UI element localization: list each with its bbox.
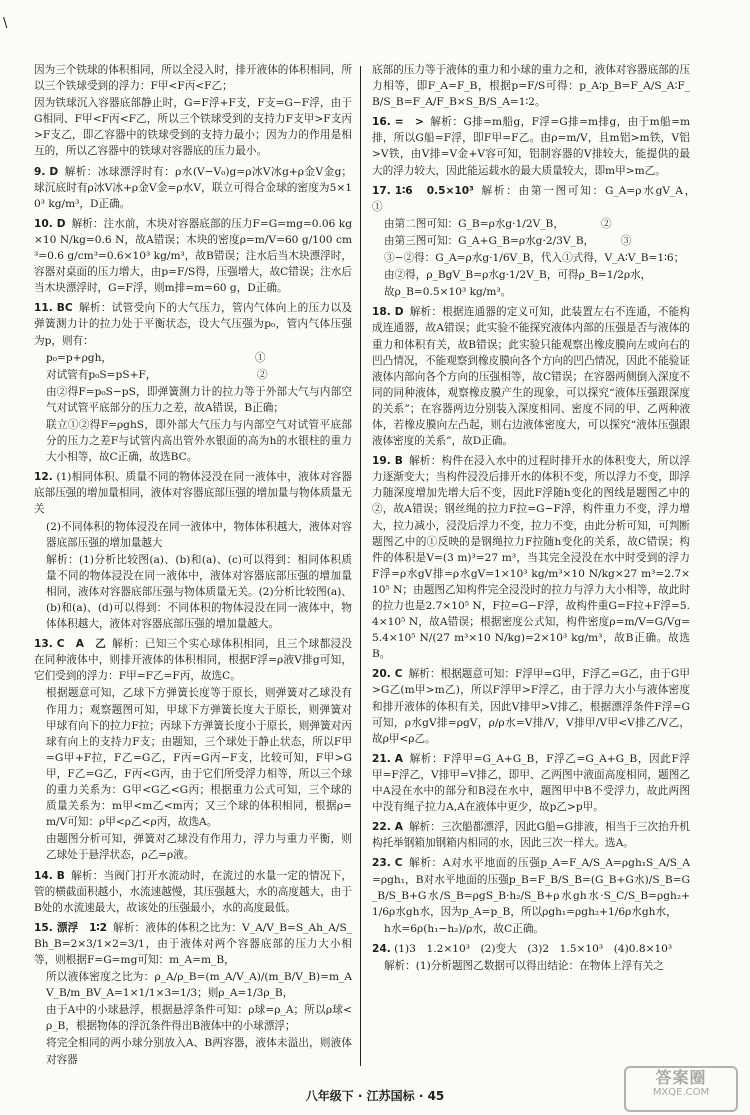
answer-line — [34, 552, 352, 632]
answer-choice: C — [394, 668, 403, 681]
question-number: 12. — [34, 471, 53, 484]
answer-text: h水=6ρ(h₁−h₂)/ρ水，故C正确。 — [384, 922, 545, 935]
answer-line — [34, 350, 352, 366]
answer-line — [372, 114, 690, 178]
answer-line — [372, 183, 733, 215]
answer-choice: B — [394, 455, 403, 468]
question-number: 11. — [34, 302, 53, 315]
answer-text: 由第二图可知：G_B=ρ水g·1/2V_B， ② — [384, 217, 612, 230]
answer-text: 将完全相同的两小球分别放入A、B两容器，液体未溢出，则液体对容器 — [46, 1037, 352, 1066]
answer-text: 解析：已知三个实心球体积相同，且三个球都浸没在同种液体中，则排开液体的体积相同，根据F浮=ρ液V排g可知，它们受到的浮力：F甲=F乙=F丙，故选C。 — [34, 638, 352, 683]
answer-line — [34, 62, 352, 94]
question-number: 9. — [34, 165, 46, 178]
question-number: 24. — [372, 942, 391, 955]
answer-choice: D — [394, 306, 404, 319]
answer-text: 解析：根据题意可知：F浮甲=G甲，F浮乙=G乙，由于G甲>G乙(m甲>m乙)，所以F浮甲>F浮乙，由于浮力大小与液体密度和排开液体的体积有关，因此V排甲>V排乙，根据漂浮条件F浮=G可知，ρ水gV排=ρgV，ρ/ρ水=V排/V，V排甲/V甲<V排乙/V乙，故ρ甲<ρ乙。 — [372, 668, 690, 745]
answer-line — [372, 819, 690, 851]
answer-text: 联立①②得F=ρghS，即外部大气压力与内部空气对试管平底部分的压力之差F与试管内高出管外水银面的高为h的水银柱的重力大小相等，故C正确，故选BC。 — [46, 418, 352, 464]
answer-entry — [34, 300, 352, 465]
answer-line — [372, 666, 690, 746]
page-footer: 八年级下 · 江苏国标 · 45 — [305, 1089, 445, 1103]
question-number: 15. — [34, 921, 53, 934]
right-column — [372, 62, 733, 978]
answer-line — [372, 941, 690, 957]
answer-entry — [34, 868, 352, 916]
answer-line — [372, 751, 690, 815]
left-column — [34, 62, 352, 1072]
answer-line — [34, 384, 352, 416]
question-number: 18. — [372, 306, 391, 319]
answer-line — [34, 95, 352, 159]
answer-entry — [34, 920, 352, 1068]
answer-line — [34, 469, 352, 517]
answer-text: 解析：构件在浸入水中的过程时排开水的体积变大，所以浮力逐渐变大；当构件浸没后排开水的体积不变，所以浮力不变，即浮力随深度增加先增大后不变，因此F浮随h变化的图线是题图乙中的②，故A错误；钢丝绳的拉力F拉=G−F浮，构件重力不变，浮力增大，拉力减小，浸没后浮力不变，拉力不变，由此分析可知，可判断题图乙中的①反映的是钢绳拉力F拉随h变化的关系，故C错误；构件的体积是V=(3 m)³=27 m³，当其完全浸没在水中时受到的浮力F浮=ρ水gV排=ρ水gV=1×10³ kg/m³×10 N/kg×27 m³=2.7×10⁵ N；由题图乙知构件完全浸没时的拉力与浮力大小相等，故此时的拉力也是2.7×10⁵ N，F拉=G−F浮，故构件重G=F拉+F浮=5.4×10⁵ N，故A错误；根据密度公式知，构件密度ρ=m/V=G/Vg=5.4×10⁵ N/(27 m³×10 N/kg)=2×10³ kg/m³，故B正确。故选B。 — [372, 455, 690, 661]
answer-line — [34, 1002, 352, 1034]
column-divider — [360, 66, 361, 1066]
answer-text: 解析：三次船都漂浮，因此G船=G排液，相当于三次抬升机构托举钢箱加钢箱内相同的水，因此三次一样大。选A。 — [372, 821, 690, 850]
answer-choice: D — [56, 217, 66, 230]
answer-text: 由题图分析可知，弹簧对乙球没有作用力，浮力与重力平衡，则乙球处于悬浮状态，ρ乙=ρ液。 — [46, 833, 352, 862]
question-number: 19. — [372, 455, 391, 468]
answer-entry — [372, 304, 690, 449]
answer-entry — [372, 751, 690, 815]
answer-line — [34, 417, 352, 465]
answer-entry — [372, 819, 690, 851]
answer-entry — [34, 469, 352, 632]
answer-choice: 1∶6 0.5×10³ — [394, 184, 474, 197]
answer-text: 解析：注水前，木块对容器底部的压力F=G=mg=0.06 kg×10 N/kg=0.6 N，故A错误；木块的密度ρ=m/V=60 g/100 cm³=0.6 g/cm³=0.6×10³ kg/m³，故B错误；注水后当木块漂浮时，容器对桌面的压力增大，由p=F/S得，压强增大，故C错误；注水后当木块漂浮时，G=F浮，则m排=m=60 g，D正确。 — [34, 217, 352, 295]
question-number: 13. — [34, 638, 53, 651]
answer-choice: B — [56, 869, 65, 882]
answer-text: 解析：液体的体积之比为：V_A/V_B=S_Ah_A/S_Bh_B=2×3/1×2=3/1，由于液体对两个容器底部的压力大小相等，则根据F=G=mg可知：m_A=m_B， — [34, 921, 353, 966]
answer-text: 底部的压力等于液体的重力和小球的重力之和，液体对容器底部的压力相等，即F_A=F_B，根据p=F/S可得：p_A∶p_B=F_A/S_A∶F_B/S_B=F_A/F_B×S_B/S_A=1∶2。 — [372, 64, 690, 109]
answer-line — [34, 367, 352, 383]
answer-text: 所以液体密度之比为：ρ_A/ρ_B=(m_A/V_A)/(m_B/V_B)=m_AV_B/m_BV_A=1×1/1×3=1/3；则ρ_A=1/3ρ_B， — [46, 971, 352, 1000]
answer-line — [372, 250, 690, 266]
answer-line — [34, 519, 352, 551]
answer-text: 解析：A对水平地面的压强p_A=F_A/S_A=ρgh₁S_A/S_A=ρgh₁，B对水平地面的压强p_B=F_B/S_B=(G_B+G水)/S_B=G_B/S_B+G水/S_B=ρgS_B·h₂/S_B+ρ水gh水·S_C/S_B=ρgh₂+1/6ρ水gh水，因为p_A=p_B，所以ρgh₁=ρgh₂+1/6ρ水gh水， — [372, 857, 690, 918]
answer-line — [34, 831, 352, 863]
answer-text: 解析：冰球漂浮时有：ρ水(V−V₀)g=ρ冰V冰g+ρ金V金g；球沉底时有ρ冰V冰+ρ金V金=ρ水V，联立可得合金球的密度为5×10³ kg/m³，D正确。 — [34, 165, 352, 210]
question-number: 10. — [34, 217, 53, 230]
answer-text: 解析：由第一图可知：G_A=ρ水gV_A， ① — [372, 184, 733, 213]
answer-text: 解析：当阀门打开水流动时，在流过的水量一定的情况下，管的横截面积越小，水流速越慢，其压强越大，水的高度越大，由于B处的水流速最大，故该处的压强最小，水的高度最低。 — [34, 869, 352, 914]
answer-entry — [34, 216, 352, 296]
answer-entry — [372, 855, 690, 936]
question-number: 20. — [372, 668, 391, 681]
answer-text: 由第三图可知：G_A+G_B=ρ水g·2/3V_B， ③ — [384, 234, 632, 247]
answer-line — [372, 233, 690, 249]
answer-line — [372, 284, 690, 300]
answer-text: 故ρ_B=0.5×10³ kg/m³。 — [384, 286, 512, 299]
answer-line — [34, 300, 352, 348]
watermark-url: MXQE.COM — [652, 1087, 710, 1099]
answer-choice: BC — [56, 302, 73, 315]
answer-text: 解析：(1)分析比较图(a)、(b)和(a)、(c)可以得到：相同体积质量不同的物体浸没在同一液体中，液体对容器底部压强的增加量相同，液体对容器底部压强与物体质量无关。(2)分析比较图(a)、(b)和(a)、(d)可以得到：不同体积的物体浸没在同一液体中，物体体积越大，液体对容器底部压强的增加量越大。 — [46, 553, 352, 631]
answer-text: 因为铁球沉入容器底部静止时，G=F浮+F支，F支=G−F浮，由于G相同、F甲<F丙<F乙，所以三个铁球受到的支持力F支甲>F支丙>F支乙，即乙容器中的铁球受到的支持力最小；因为力的作用是相互的，所以乙容器中的铁球对容器底的压力最小。 — [34, 97, 352, 158]
answer-text: (1)3 1.2×10³ (2)变大 (3)2 1.5×10³ (4)0.8×10³ — [394, 942, 673, 955]
answer-entry — [372, 183, 733, 301]
question-number: 21. — [372, 752, 391, 765]
answer-choice: 漂浮 1∶2 — [56, 921, 108, 934]
answer-text: (1)相同体积、质量不同的物体浸没在同一液体中，液体对容器底部压强的增加量相同，液体对容器底部压强的增加量与物体质量无关 — [34, 471, 352, 516]
answer-choice: A — [394, 752, 403, 765]
answer-line — [34, 685, 352, 830]
answer-line — [372, 216, 690, 232]
answer-line — [372, 958, 690, 974]
answer-line — [34, 920, 352, 968]
question-number: 14. — [34, 869, 53, 882]
answer-line — [372, 921, 690, 937]
answer-text: 解析：试管受向下的大气压力，管内气体向上的压力以及弹簧测力计的拉力处于平衡状态，设大气压强为p₀，管内气体压强为p，则有： — [34, 302, 352, 347]
answer-choice: = > — [394, 116, 424, 129]
answer-text: ③−②得：G_A=ρ水g·1/6V_B，代入①式得，V_A∶V_B=1∶6； — [384, 252, 685, 265]
answer-text: 解析：根据连通器的定义可知，此装置左右不连通，不能构成连通器，故A错误；此实验不能探究液体内部的压强是否与液体的重力和体积有关，故B错误；此实验只能观察出橡皮膜向左或向右的凹凸情况，不能观察到橡皮膜向各个方向的凹凸情况，因此不能验证液体内部向各个方向的压强相等，故C错误；在容器两侧倒入深度不同的同种液体，观察橡皮膜产生的现象，可以探究“液体压强跟深度的关系”；在容器两边分别装入深度相同、密度不同的甲、乙两种液体，若橡皮膜向左凸起，则右边液体密度大，可以探究“液体压强跟液体密度的关系”，故D正确。 — [372, 306, 690, 448]
answer-line — [372, 267, 690, 283]
answer-entry — [34, 636, 352, 863]
answer-text: 因为三个铁球的体积相同，所以全浸入时，排开液体的体积相同，所以三个铁球受到的浮力：F甲<F丙<F乙； — [34, 64, 352, 93]
answer-text: 由②得F=p₀S−pS，即弹簧测力计的拉力等于外部大气与内部空气对试管平底部分的压力之差，故A错误，B正确； — [46, 385, 352, 414]
answer-text: (2)不同体积的物体浸没在同一液体中，物体体积越大，液体对容器底部压强的增加量越大 — [46, 520, 352, 549]
question-number: 16. — [372, 116, 391, 129]
answer-line — [34, 969, 352, 1001]
answer-text: 由②得，ρ_BgV_B=ρ水g·1/2V_B，可得ρ_B=1/2ρ水， — [384, 269, 652, 282]
answer-text: 解析：F浮甲=G_A+G_B，F浮乙=G_A+G_B，因此F浮甲=F浮乙，V排甲=V排乙，即甲、乙两图中液面高度相同，题图乙中A浸在水中的部分和B浸在水中，题图甲中B不受浮力，故此两图中没有绳子拉力A,A在液体中更少，故p乙>p甲。 — [372, 752, 690, 814]
answer-text: 由于A中的小球悬浮，根据悬浮条件可知：ρ球=ρ_A；所以ρ球<ρ_B，根据物体的浮沉条件得出B液体中的小球漂浮； — [46, 1004, 352, 1033]
answer-choice: C A 乙 — [56, 638, 107, 651]
answer-line — [34, 1035, 352, 1067]
answer-line — [372, 62, 690, 110]
answer-choice: A — [394, 821, 403, 834]
answer-text: 解析：G排=m船g，F浮=G排=m排g，由于m船=m排，所以G船=F浮，即F甲=F乙。由ρ=m/V，且m铝>m铁，V铝>V铁，由V排=V金+V容可知，铝制容器的V排较大，能提供的最大的浮力较大，因此能运载水的最大质量较大，即m甲>m乙。 — [372, 116, 690, 177]
answer-entry — [34, 62, 352, 160]
watermark-logo — [624, 1066, 738, 1112]
answer-line — [372, 304, 690, 449]
question-number: 22. — [372, 821, 391, 834]
answer-line — [34, 164, 352, 212]
answer-entry — [372, 666, 690, 746]
answer-text: 解析：(1)分析题图乙数据可以得出结论：在物体上浮有关之 — [384, 959, 664, 972]
answer-line — [372, 855, 690, 919]
margin-mark: \ — [3, 16, 8, 31]
answer-text: 对试管有p₀S=pS+F， ② — [46, 368, 268, 381]
answer-entry — [372, 941, 690, 974]
answer-choice: C — [394, 857, 403, 870]
question-number: 17. — [372, 184, 391, 197]
answer-text: p₀=p+ρgh， ① — [46, 351, 266, 364]
watermark-logo-text: 答案圈 — [655, 1068, 707, 1087]
answer-choice: D — [49, 165, 59, 178]
answer-line — [34, 636, 352, 684]
answer-entry — [372, 114, 690, 178]
answer-entry — [372, 62, 690, 110]
answer-line — [34, 868, 352, 916]
answer-text: 根据题意可知，乙球下方弹簧长度等于原长，则弹簧对乙球没有作用力；观察题图可知，甲球下方弹簧长度大于原长，则弹簧对甲球有向下的拉力F拉；丙球下方弹簧长度小于原长，则弹簧对丙球有向上的支持力F支；由题知，三个球处于静止状态，所以F甲=G甲+F拉，F乙=G乙，F丙=G丙−F支，比较可知，F甲>G甲，F乙=G乙，F丙<G丙，由于它们所受浮力相等，所以三个球的重力关系为：G甲<G乙<G丙；根据重力公式可知，三个球的质量关系为：m甲<m乙<m丙；又三个球的体积相同，根据ρ=m/V可知：ρ甲<ρ乙<ρ丙，故选A。 — [46, 687, 352, 829]
answer-line — [34, 216, 352, 296]
answer-entry — [34, 164, 352, 212]
question-number: 23. — [372, 857, 391, 870]
answer-line — [372, 453, 690, 662]
answer-entry — [372, 453, 690, 662]
